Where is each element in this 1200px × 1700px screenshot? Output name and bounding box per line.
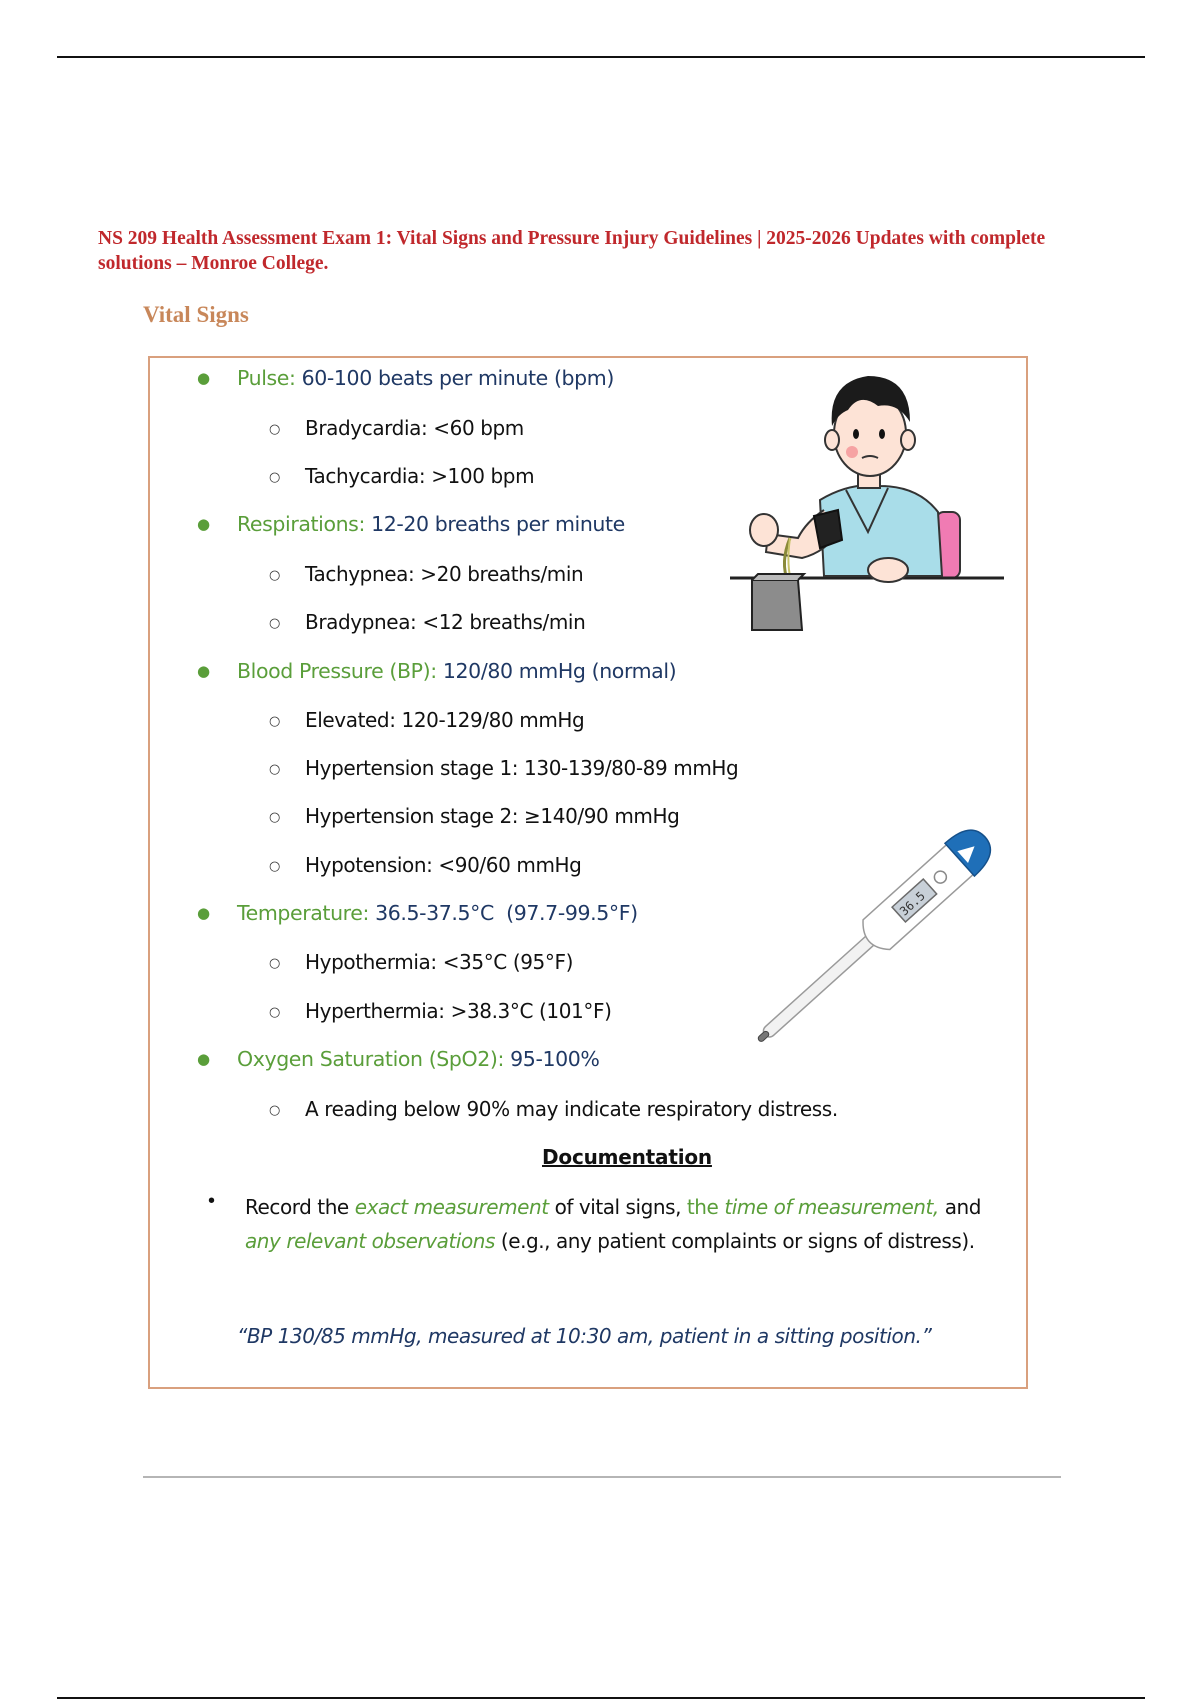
spo2-label: Oxygen Saturation (SpO2):: [237, 1047, 505, 1071]
respirations-subitem: ○ Bradypnea: <12 breaths/min: [269, 610, 586, 634]
circle-bullet-icon: ○: [269, 1103, 280, 1118]
section-heading-vital-signs: Vital Signs: [143, 302, 249, 327]
thermometer-illustration: [755, 815, 1005, 1045]
bottom-rule: [57, 1697, 1145, 1699]
pulse-subitem: ○ Tachycardia: >100 bpm: [269, 464, 535, 488]
spo2-row: [197, 1047, 599, 1071]
circle-bullet-icon: ○: [269, 616, 280, 631]
blood-pressure-value: 120/80 mmHg (normal): [442, 659, 677, 683]
pulse-row: [197, 366, 614, 390]
pulse-subitem: ○ Bradycardia: <60 bpm: [269, 416, 524, 440]
respirations-subitem: ○ Tachypnea: >20 breaths/min: [269, 562, 584, 586]
temperature-value: 36.5-37.5°C (97.7-99.5°F): [375, 901, 638, 925]
top-rule: [57, 56, 1145, 58]
blood-pressure-row: [197, 659, 676, 683]
bullet-icon: ●: [197, 904, 210, 922]
document-title: NS 209 Health Assessment Exam 1: Vital Signs and Pressure Injury Guidelines | 2025-2026 Updates with complete solutions – Monroe College.: [98, 228, 1046, 274]
circle-bullet-icon: ○: [269, 859, 280, 874]
blood-pressure-subitem: ○ Hypotension: <90/60 mmHg: [269, 853, 582, 877]
documentation-example-quote: “BP 130/85 mmHg, measured at 10:30 am, patient in a sitting position.”: [237, 1324, 932, 1348]
circle-bullet-icon: ○: [269, 1005, 280, 1020]
bullet-icon: ●: [197, 1050, 210, 1068]
temperature-row: [197, 901, 638, 925]
circle-bullet-icon: ○: [269, 470, 280, 485]
circle-bullet-icon: ○: [269, 762, 280, 777]
respirations-label: Respirations:: [237, 512, 365, 536]
blood-pressure-subitem: ○ Hypertension stage 1: 130-139/80-89 mmHg: [269, 756, 739, 780]
circle-bullet-icon: ○: [269, 810, 280, 825]
temperature-label: Temperature:: [237, 901, 369, 925]
circle-bullet-icon: ○: [269, 422, 280, 437]
blood-pressure-subitem: ○ Elevated: 120-129/80 mmHg: [269, 708, 585, 732]
circle-bullet-icon: ○: [269, 956, 280, 971]
pulse-label: Pulse:: [237, 366, 296, 390]
blood-pressure-subitem: ○ Hypertension stage 2: ≥140/90 mmHg: [269, 804, 680, 828]
respirations-row: [197, 512, 625, 536]
pulse-value: 60-100 beats per minute (bpm): [301, 366, 614, 390]
bullet-icon: ●: [197, 662, 210, 680]
thermometer-display: 36.5: [896, 888, 928, 919]
spo2-subitem: ○ A reading below 90% may indicate respiratory distress.: [269, 1097, 838, 1121]
circle-bullet-icon: ○: [269, 568, 280, 583]
blood-pressure-label: Blood Pressure (BP):: [237, 659, 437, 683]
circle-bullet-icon: ○: [269, 714, 280, 729]
spo2-value: 95-100%: [510, 1047, 600, 1071]
bullet-icon: ●: [197, 369, 210, 387]
temperature-subitem: ○ Hypothermia: <35°C (95°F): [269, 950, 573, 974]
bullet-icon: ●: [197, 515, 210, 533]
documentation-heading: Documentation: [542, 1145, 712, 1169]
bullet-icon: •: [208, 1190, 216, 1212]
respirations-value: 12-20 breaths per minute: [371, 512, 625, 536]
footer-divider: [143, 1476, 1061, 1478]
temperature-subitem: ○ Hyperthermia: >38.3°C (101°F): [269, 999, 612, 1023]
patient-bp-illustration: [728, 362, 1008, 644]
documentation-text: Record the exact measurement of vital signs, the time of measurement, and any relevant observations (e.g., any patient complaints or signs of distress).: [245, 1195, 982, 1253]
